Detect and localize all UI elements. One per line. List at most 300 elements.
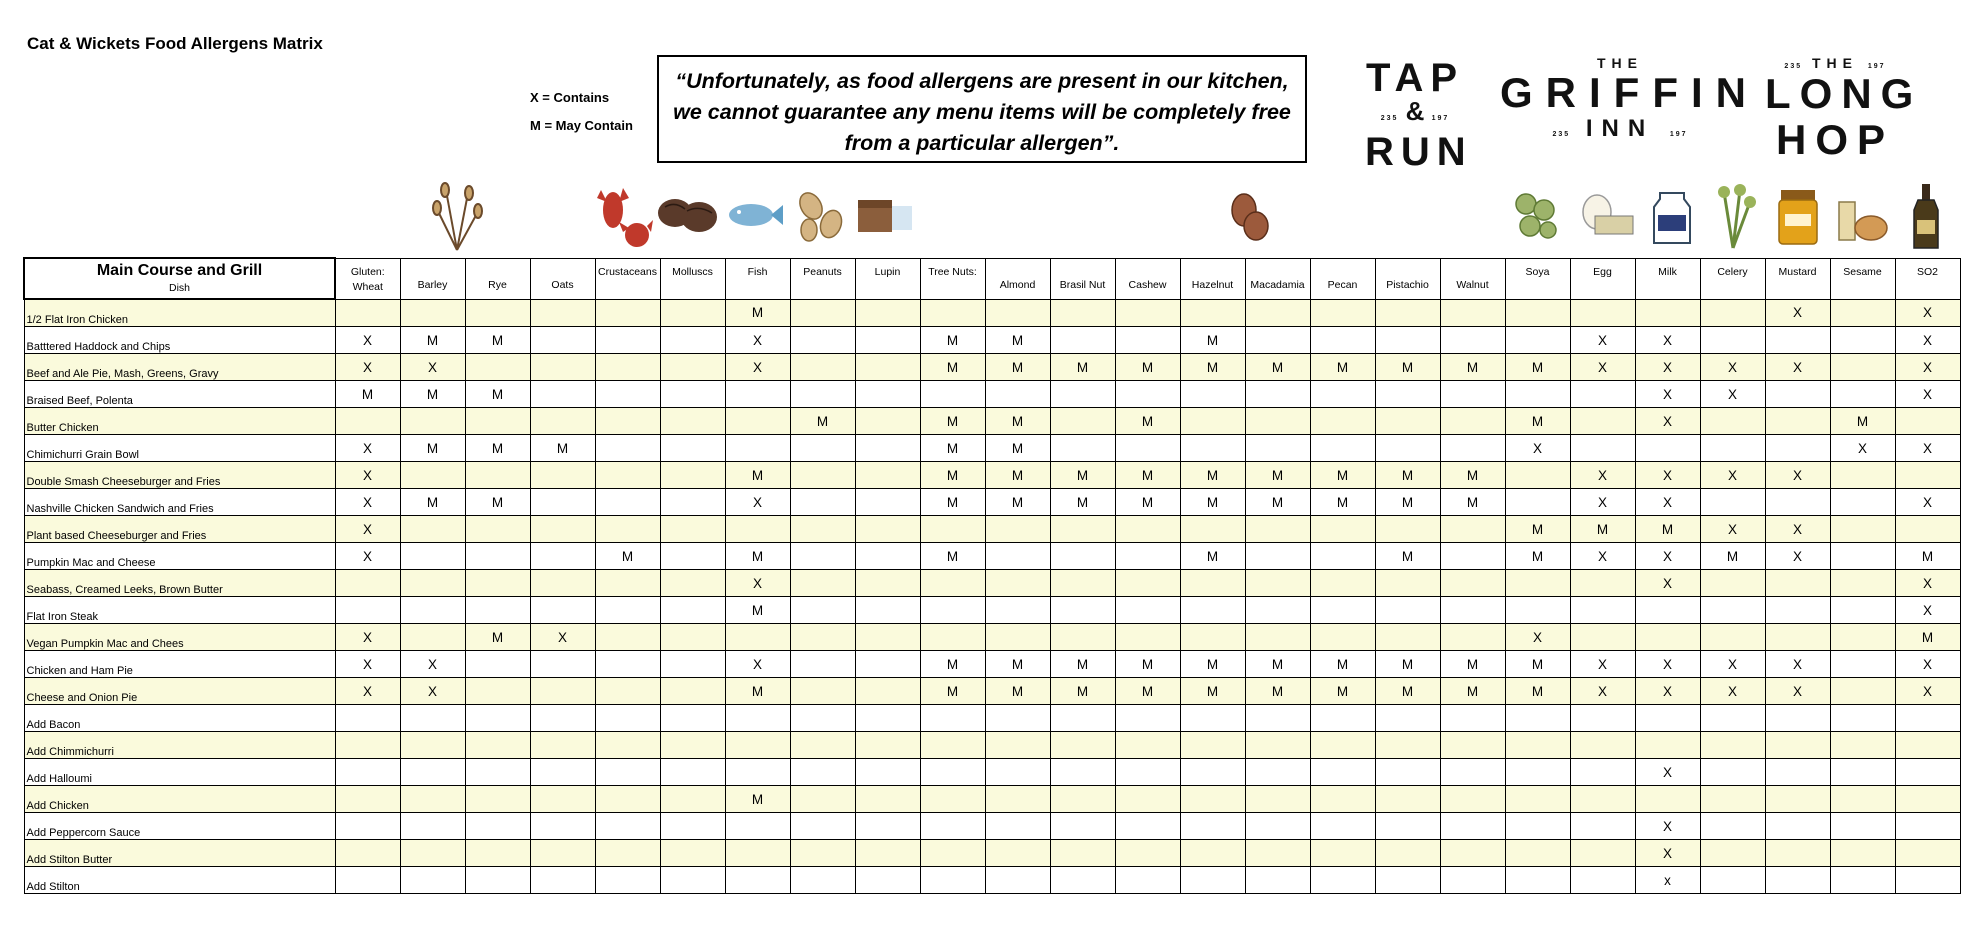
allergen-mark-cell	[1310, 435, 1375, 462]
allergen-mark-cell	[920, 732, 985, 759]
allergen-mark-cell	[1765, 867, 1830, 894]
table-row	[24, 759, 1960, 786]
allergen-mark-cell	[985, 867, 1050, 894]
allergen-mark-cell	[1375, 813, 1440, 840]
allergen-mark-cell	[1765, 408, 1830, 435]
allergen-mark-cell	[1570, 570, 1635, 597]
allergen-mark-cell	[855, 651, 920, 678]
allergen-mark-cell: M	[1440, 354, 1505, 381]
allergen-mark-cell: M	[465, 435, 530, 462]
allergen-mark-cell: X	[1635, 678, 1700, 705]
allergen-mark-cell	[790, 867, 855, 894]
allergen-mark-cell	[660, 516, 725, 543]
allergen-mark-cell: X	[1635, 327, 1700, 354]
allergen-mark-cell	[335, 570, 400, 597]
allergen-mark-cell: M	[725, 462, 790, 489]
allergen-mark-cell	[1765, 705, 1830, 732]
allergen-column-header	[855, 258, 920, 299]
allergen-mark-cell: X	[1895, 435, 1960, 462]
allergen-mark-cell	[1765, 786, 1830, 813]
allergen-mark-cell	[920, 705, 985, 732]
allergen-mark-cell	[1180, 299, 1245, 327]
allergen-mark-cell	[660, 624, 725, 651]
allergen-mark-cell	[1115, 597, 1180, 624]
allergen-mark-cell	[855, 435, 920, 462]
sulphites-icon	[1908, 182, 1944, 250]
allergen-mark-cell	[855, 489, 920, 516]
allergen-mark-cell	[660, 489, 725, 516]
allergen-mark-cell	[1050, 813, 1115, 840]
allergen-mark-cell: X	[1895, 597, 1960, 624]
allergen-mark-cell	[1765, 435, 1830, 462]
allergen-mark-cell	[1245, 435, 1310, 462]
allergen-mark-cell	[920, 840, 985, 867]
allergen-mark-cell	[1505, 299, 1570, 327]
allergen-mark-cell	[1700, 489, 1765, 516]
allergen-mark-cell	[725, 624, 790, 651]
allergen-mark-cell	[660, 543, 725, 570]
column-header-top-label: Egg	[1593, 265, 1612, 278]
crustaceans-icon	[593, 180, 655, 252]
allergen-column-header	[595, 258, 660, 299]
allergen-mark-cell	[1115, 786, 1180, 813]
allergen-mark-cell	[400, 705, 465, 732]
table-row	[24, 705, 1960, 732]
allergen-mark-cell	[855, 354, 920, 381]
dish-name-cell: Chimichurri Grain Bowl	[24, 435, 335, 462]
allergen-mark-cell	[920, 786, 985, 813]
allergen-mark-cell	[660, 570, 725, 597]
allergen-mark-cell: M	[1440, 489, 1505, 516]
allergen-mark-cell	[1245, 381, 1310, 408]
allergen-mark-cell: X	[725, 354, 790, 381]
allergen-mark-cell: X	[1635, 651, 1700, 678]
table-row	[24, 786, 1960, 813]
allergen-mark-cell	[1310, 408, 1375, 435]
allergen-mark-cell: M	[1570, 516, 1635, 543]
allergen-mark-cell	[465, 732, 530, 759]
table-row	[24, 867, 1960, 894]
allergen-mark-cell	[1570, 408, 1635, 435]
allergen-mark-cell	[725, 705, 790, 732]
allergen-mark-cell	[1830, 732, 1895, 759]
allergen-mark-cell	[1050, 381, 1115, 408]
allergen-mark-cell	[1765, 570, 1830, 597]
allergen-mark-cell	[1310, 840, 1375, 867]
allergen-mark-cell	[1375, 597, 1440, 624]
allergen-mark-cell	[1830, 813, 1895, 840]
allergen-mark-cell	[1440, 840, 1505, 867]
allergen-mark-cell	[855, 408, 920, 435]
allergen-mark-cell: X	[335, 678, 400, 705]
allergen-mark-cell	[1830, 543, 1895, 570]
allergen-mark-cell	[595, 462, 660, 489]
table-row	[24, 327, 1960, 354]
allergen-mark-cell	[1505, 462, 1570, 489]
allergen-mark-cell: M	[985, 651, 1050, 678]
allergen-mark-cell: X	[530, 624, 595, 651]
allergen-mark-cell	[1830, 299, 1895, 327]
allergen-mark-cell	[1440, 705, 1505, 732]
wheat-icon	[425, 180, 489, 252]
page-title: Cat & Wickets Food Allergens Matrix	[27, 34, 323, 53]
allergen-mark-cell: X	[1635, 381, 1700, 408]
allergen-mark-cell: M	[1830, 408, 1895, 435]
allergen-mark-cell	[1635, 705, 1700, 732]
logo-tap-ampersand: &	[1405, 96, 1425, 126]
allergen-mark-cell: X	[725, 651, 790, 678]
allergen-mark-cell	[1375, 570, 1440, 597]
allergen-mark-cell	[1245, 813, 1310, 840]
allergen-mark-cell	[1245, 759, 1310, 786]
allergen-mark-cell	[530, 678, 595, 705]
allergen-mark-cell: X	[1570, 489, 1635, 516]
allergen-mark-cell: M	[1245, 462, 1310, 489]
allergen-mark-cell	[1050, 840, 1115, 867]
allergen-mark-cell	[1895, 759, 1960, 786]
allergen-mark-cell	[1440, 299, 1505, 327]
allergen-matrix-table	[23, 257, 1961, 894]
allergen-mark-cell: X	[335, 516, 400, 543]
griffin-inn-logo	[1500, 55, 1759, 143]
allergen-mark-cell	[1570, 705, 1635, 732]
allergen-mark-cell	[1245, 624, 1310, 651]
allergen-mark-cell: X	[335, 435, 400, 462]
allergen-mark-cell	[1310, 597, 1375, 624]
allergen-column-header	[530, 258, 595, 299]
column-header-bottom-label: Wheat	[352, 280, 383, 293]
allergen-column-header	[1180, 258, 1245, 299]
logo-griffin-name: GRIFFIN	[1500, 69, 1759, 116]
allergen-mark-cell	[1570, 759, 1635, 786]
allergen-mark-cell: M	[1050, 651, 1115, 678]
allergen-mark-cell: M	[920, 489, 985, 516]
allergen-mark-cell	[1115, 299, 1180, 327]
column-header-bottom-label: Oats	[551, 278, 574, 291]
allergen-mark-cell	[985, 786, 1050, 813]
allergen-mark-cell: X	[1570, 327, 1635, 354]
allergen-mark-cell	[465, 813, 530, 840]
allergen-mark-cell	[725, 381, 790, 408]
allergen-mark-cell	[1700, 435, 1765, 462]
allergen-mark-cell	[465, 516, 530, 543]
allergen-mark-cell	[920, 299, 985, 327]
allergen-mark-cell	[920, 867, 985, 894]
allergen-mark-cell	[790, 597, 855, 624]
allergen-column-header	[1245, 258, 1310, 299]
allergen-mark-cell	[855, 327, 920, 354]
allergen-mark-cell	[1700, 813, 1765, 840]
allergen-mark-cell	[530, 516, 595, 543]
column-header-top-label: Gluten:	[350, 265, 385, 278]
allergen-mark-cell	[1765, 381, 1830, 408]
allergen-column-header	[1375, 258, 1440, 299]
allergen-mark-cell: M	[920, 354, 985, 381]
allergen-mark-cell	[1440, 867, 1505, 894]
allergen-mark-cell	[985, 813, 1050, 840]
table-row	[24, 381, 1960, 408]
allergen-mark-cell	[1310, 570, 1375, 597]
allergen-mark-cell: X	[1765, 299, 1830, 327]
allergen-mark-cell: X	[1635, 354, 1700, 381]
allergen-mark-cell	[1765, 759, 1830, 786]
allergen-mark-cell	[1635, 299, 1700, 327]
allergen-mark-cell	[1180, 732, 1245, 759]
allergen-mark-cell: X	[1700, 678, 1765, 705]
allergen-mark-cell	[530, 867, 595, 894]
allergen-mark-cell: X	[400, 354, 465, 381]
allergen-mark-cell	[1310, 543, 1375, 570]
allergen-mark-cell	[1505, 570, 1570, 597]
allergen-mark-cell	[1180, 840, 1245, 867]
dish-name-cell: Add Peppercorn Sauce	[24, 813, 335, 840]
allergen-mark-cell	[1310, 705, 1375, 732]
allergen-mark-cell	[465, 705, 530, 732]
allergen-mark-cell	[1115, 705, 1180, 732]
allergen-mark-cell	[660, 354, 725, 381]
allergen-mark-cell	[595, 381, 660, 408]
allergen-mark-cell: M	[725, 543, 790, 570]
allergen-mark-cell	[1765, 732, 1830, 759]
allergen-mark-cell	[465, 570, 530, 597]
allergen-mark-cell	[1375, 732, 1440, 759]
allergen-mark-cell: M	[1310, 462, 1375, 489]
allergen-mark-cell: X	[1895, 651, 1960, 678]
allergen-mark-cell	[1310, 786, 1375, 813]
allergen-mark-cell	[335, 299, 400, 327]
allergen-mark-cell: M	[1050, 354, 1115, 381]
allergen-mark-cell: X	[400, 651, 465, 678]
allergen-mark-cell	[660, 435, 725, 462]
allergen-mark-cell	[1180, 435, 1245, 462]
allergen-mark-cell	[595, 651, 660, 678]
allergen-mark-cell	[595, 678, 660, 705]
allergen-mark-cell	[1180, 759, 1245, 786]
allergen-mark-cell: M	[920, 327, 985, 354]
allergen-mark-cell	[465, 678, 530, 705]
allergen-mark-cell: M	[1375, 489, 1440, 516]
allergen-mark-cell	[1765, 840, 1830, 867]
lupin-icon	[856, 196, 914, 236]
allergen-mark-cell	[1440, 759, 1505, 786]
allergen-mark-cell: X	[1635, 543, 1700, 570]
allergen-mark-cell	[1375, 759, 1440, 786]
allergen-mark-cell	[465, 462, 530, 489]
column-header-bottom-label: Rye	[488, 278, 507, 291]
column-header-bottom-label: Walnut	[1456, 278, 1489, 291]
milk-icon	[1650, 185, 1694, 247]
dish-label: Dish	[168, 282, 190, 294]
allergen-mark-cell	[1115, 381, 1180, 408]
allergen-mark-cell	[1180, 705, 1245, 732]
allergen-mark-cell: X	[1635, 813, 1700, 840]
allergen-mark-cell	[1830, 759, 1895, 786]
allergen-mark-cell	[1180, 867, 1245, 894]
allergen-mark-cell	[725, 516, 790, 543]
allergen-mark-cell	[1050, 624, 1115, 651]
table-row	[24, 543, 1960, 570]
allergen-mark-cell	[790, 570, 855, 597]
allergen-mark-cell	[855, 570, 920, 597]
allergen-mark-cell	[855, 840, 920, 867]
legend-may-contain: M = May Contain	[530, 118, 633, 133]
allergen-mark-cell: M	[1375, 678, 1440, 705]
allergen-mark-cell	[1830, 786, 1895, 813]
allergen-mark-cell	[1310, 624, 1375, 651]
allergen-mark-cell	[1310, 759, 1375, 786]
allergen-mark-cell	[1375, 327, 1440, 354]
allergen-mark-cell: M	[1375, 651, 1440, 678]
allergen-mark-cell	[790, 299, 855, 327]
allergen-mark-cell	[465, 597, 530, 624]
allergen-mark-cell	[855, 759, 920, 786]
allergen-mark-cell: M	[400, 381, 465, 408]
allergen-mark-cell: M	[920, 678, 985, 705]
allergen-mark-cell	[725, 408, 790, 435]
allergen-mark-cell	[790, 813, 855, 840]
allergen-mark-cell: X	[1700, 354, 1765, 381]
allergen-mark-cell	[855, 597, 920, 624]
allergen-mark-cell: X	[1765, 678, 1830, 705]
allergen-mark-cell	[1050, 408, 1115, 435]
allergen-mark-cell: M	[1310, 678, 1375, 705]
allergen-mark-cell	[1050, 435, 1115, 462]
dish-name-cell: Butter Chicken	[24, 408, 335, 435]
allergen-mark-cell	[1375, 786, 1440, 813]
allergen-mark-cell	[335, 759, 400, 786]
allergen-mark-cell: M	[1505, 516, 1570, 543]
allergen-mark-cell: X	[1700, 516, 1765, 543]
allergen-mark-cell	[790, 435, 855, 462]
allergen-mark-cell	[400, 570, 465, 597]
allergen-mark-cell	[335, 408, 400, 435]
allergen-mark-cell	[1115, 435, 1180, 462]
allergen-mark-cell	[1180, 516, 1245, 543]
allergen-mark-cell: X	[335, 354, 400, 381]
allergen-mark-cell	[595, 327, 660, 354]
allergen-mark-cell: M	[400, 435, 465, 462]
column-header-top-label: Peanuts	[803, 265, 842, 278]
allergen-mark-cell: X	[1895, 570, 1960, 597]
allergen-column-header	[1440, 258, 1505, 299]
allergen-mark-cell	[1895, 408, 1960, 435]
allergen-mark-cell	[1050, 570, 1115, 597]
allergen-mark-cell	[1895, 840, 1960, 867]
allergen-mark-cell	[400, 597, 465, 624]
allergen-mark-cell	[790, 489, 855, 516]
allergen-mark-cell	[855, 867, 920, 894]
allergen-mark-cell	[530, 408, 595, 435]
allergen-mark-cell: M	[1635, 516, 1700, 543]
allergen-mark-cell	[985, 570, 1050, 597]
allergen-mark-cell	[660, 651, 725, 678]
allergen-mark-cell	[1700, 597, 1765, 624]
allergen-mark-cell: M	[1115, 678, 1180, 705]
allergen-column-header	[1505, 258, 1570, 299]
allergen-mark-cell	[660, 381, 725, 408]
allergen-disclaimer: “Unfortunately, as food allergens are present in our kitchen, we cannot guarantee any menu items will be completely free from a particular allergen”.	[657, 55, 1307, 163]
allergen-mark-cell	[1895, 813, 1960, 840]
allergen-mark-cell	[400, 299, 465, 327]
allergen-mark-cell	[1115, 516, 1180, 543]
allergen-mark-cell: X	[1635, 489, 1700, 516]
allergen-mark-cell	[595, 354, 660, 381]
allergen-mark-cell	[1895, 732, 1960, 759]
dish-name-cell: Add Halloumi	[24, 759, 335, 786]
allergen-mark-cell: M	[1895, 543, 1960, 570]
allergen-mark-cell	[1310, 867, 1375, 894]
allergen-mark-cell	[1505, 759, 1570, 786]
table-row	[24, 570, 1960, 597]
tap-and-run-logo	[1365, 56, 1473, 174]
allergen-mark-cell: M	[1505, 678, 1570, 705]
allergen-mark-cell	[1050, 759, 1115, 786]
allergen-mark-cell	[530, 327, 595, 354]
allergen-mark-cell	[1245, 327, 1310, 354]
allergen-mark-cell	[1440, 597, 1505, 624]
allergen-mark-cell	[1830, 840, 1895, 867]
allergen-mark-cell	[660, 408, 725, 435]
allergen-mark-cell: X	[1505, 624, 1570, 651]
allergen-mark-cell	[790, 840, 855, 867]
allergen-mark-cell	[1830, 327, 1895, 354]
allergen-mark-cell: X	[1895, 354, 1960, 381]
allergen-mark-cell	[1635, 732, 1700, 759]
allergen-mark-cell: X	[1895, 299, 1960, 327]
logo-griffin-the: THE	[1597, 55, 1643, 71]
allergen-mark-cell	[1700, 786, 1765, 813]
allergen-mark-cell	[1635, 786, 1700, 813]
allergen-mark-cell	[1440, 327, 1505, 354]
allergen-mark-cell	[530, 786, 595, 813]
allergen-mark-cell	[790, 381, 855, 408]
column-header-top-label: Molluscs	[672, 265, 713, 278]
column-header-top-label: Sesame	[1843, 265, 1882, 278]
allergen-mark-cell	[1440, 813, 1505, 840]
column-header-top-label: Soya	[1525, 265, 1550, 278]
allergen-mark-cell: M	[335, 381, 400, 408]
allergen-mark-cell	[1895, 516, 1960, 543]
allergen-mark-cell	[465, 786, 530, 813]
allergen-mark-cell	[790, 516, 855, 543]
allergen-mark-cell: x	[1635, 867, 1700, 894]
table-row	[24, 299, 1960, 327]
allergen-mark-cell	[1570, 813, 1635, 840]
allergen-mark-cell	[465, 651, 530, 678]
allergen-mark-cell	[1570, 840, 1635, 867]
allergen-mark-cell	[660, 299, 725, 327]
allergen-mark-cell: X	[1570, 678, 1635, 705]
allergen-mark-cell	[725, 813, 790, 840]
allergen-mark-cell	[855, 678, 920, 705]
allergen-mark-cell	[1570, 732, 1635, 759]
allergen-mark-cell	[790, 543, 855, 570]
logo-longhop-left-num: 235	[1784, 63, 1803, 70]
allergen-mark-cell: M	[1180, 327, 1245, 354]
logo-griffin-inn-line	[1500, 115, 1740, 143]
molluscs-icon	[657, 193, 719, 237]
dish-name-cell: Seabass, Creamed Leeks, Brown Butter	[24, 570, 335, 597]
allergen-mark-cell: M	[985, 489, 1050, 516]
allergen-mark-cell	[595, 732, 660, 759]
column-header-bottom-label: Cashew	[1128, 278, 1167, 291]
allergen-mark-cell: M	[1245, 678, 1310, 705]
allergen-mark-cell	[1440, 543, 1505, 570]
allergen-mark-cell	[790, 651, 855, 678]
allergen-mark-cell	[1115, 840, 1180, 867]
allergen-mark-cell	[465, 840, 530, 867]
allergen-mark-cell: M	[985, 435, 1050, 462]
